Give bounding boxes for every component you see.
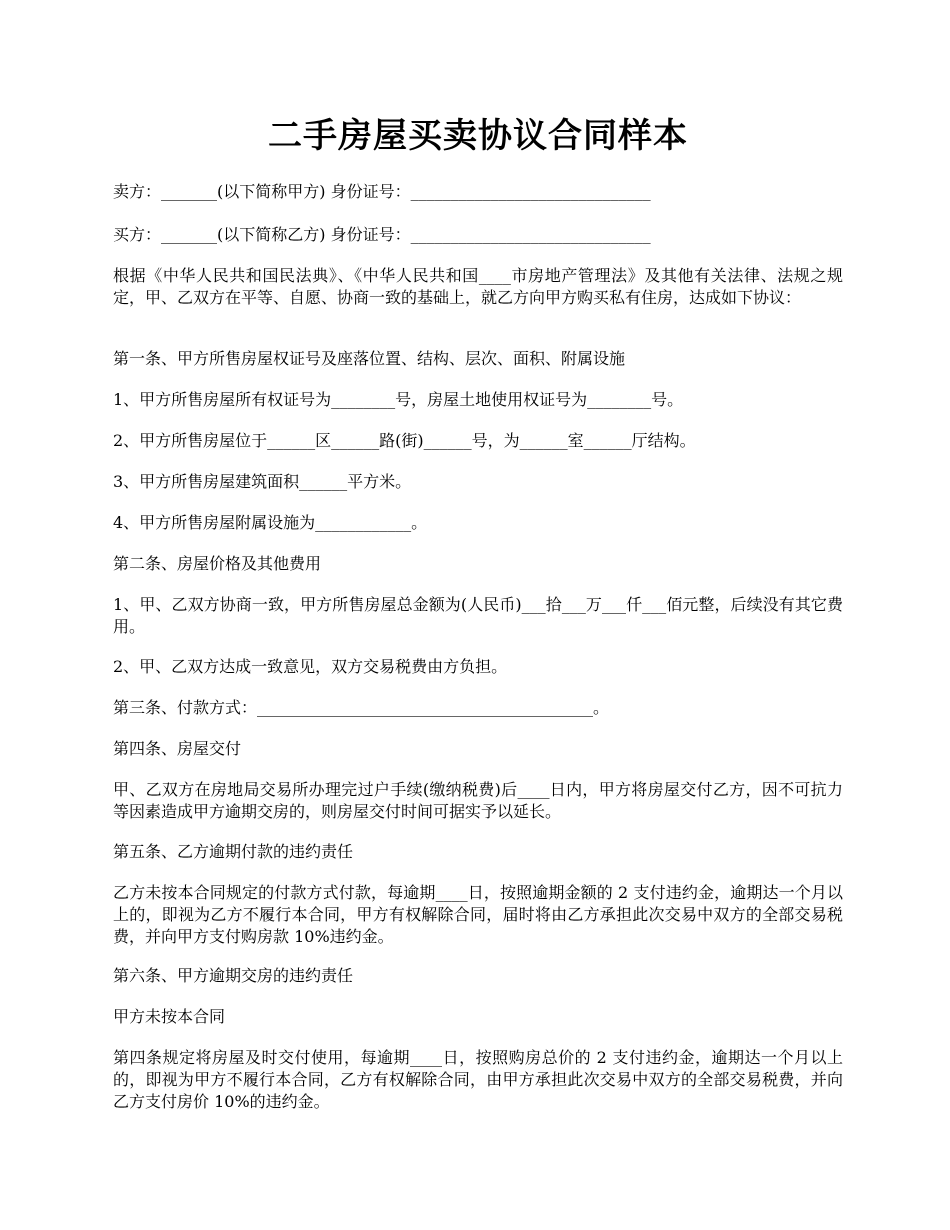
article-6-body: 第四条规定将房屋及时交付使用，每逾期____日，按照购房总价的 2 支付违约金，逾期达一个月以上的，即视为甲方不履行本合同，乙方有权解除合同，由甲方承担此次交易中双方的全部交易税费，并向乙方支付房价 10%的违约金。	[113, 1048, 843, 1111]
seller-line: 卖方：_______(以下简称甲方) 身份证号：______________________________	[113, 182, 651, 201]
document-title: 二手房屋买卖协议合同样本	[268, 116, 688, 156]
article-5-body: 乙方未按本合同规定的付款方式付款，每逾期____日，按照逾期金额的 2 支付违约金，逾期达一个月以上的，即视为乙方不履行本合同，甲方有权解除合同，届时将由乙方承担此次交易中双方的全部交易税费，并向甲方支付购房款 10%违约金。	[113, 883, 843, 946]
article-1-item-2: 2、甲方所售房屋位于______区______路(街)______号，为______室______厅结构。	[113, 431, 696, 450]
article-2-heading: 第二条、房屋价格及其他费用	[113, 554, 322, 573]
article-3-heading: 第三条、付款方式：__________________________________________。	[113, 698, 610, 717]
article-1-item-3: 3、甲方所售房屋建筑面积______平方米。	[113, 472, 412, 491]
article-1-item-4: 4、甲方所售房屋附属设施为____________。	[113, 513, 428, 532]
article-4-heading: 第四条、房屋交付	[113, 739, 242, 758]
buyer-line: 买方：_______(以下简称乙方) 身份证号：______________________________	[113, 225, 651, 244]
article-2-item-2: 2、甲、乙双方达成一致意见，双方交易税费由方负担。	[113, 657, 508, 676]
preamble-paragraph: 根据《中华人民共和国民法典》、《中华人民共和国____市房地产管理法》及其他有关法律、法规之规定，甲、乙双方在平等、自愿、协商一致的基础上，就乙方向甲方购买私有住房，达成如下协议：	[113, 266, 843, 307]
article-4-body: 甲、乙双方在房地局交易所办理完过户手续(缴纳税费)后____日内，甲方将房屋交付乙方，因不可抗力等因素造成甲方逾期交房的，则房屋交付时间可据实予以延长。	[113, 780, 843, 821]
article-1-heading: 第一条、甲方所售房屋权证号及座落位置、结构、层次、面积、附属设施	[113, 349, 626, 368]
article-5-heading: 第五条、乙方逾期付款的违约责任	[113, 842, 354, 861]
article-2-item-1: 1、甲、乙双方协商一致，甲方所售房屋总金额为(人民币)___拾___万___仟___佰元整，后续没有其它费用。	[113, 595, 843, 636]
article-1-item-1: 1、甲方所售房屋所有权证号为________号，房屋土地使用权证号为________号。	[113, 390, 684, 409]
article-6-body-intro: 甲方未按本合同	[113, 1007, 226, 1026]
article-6-heading: 第六条、甲方逾期交房的违约责任	[113, 966, 354, 985]
